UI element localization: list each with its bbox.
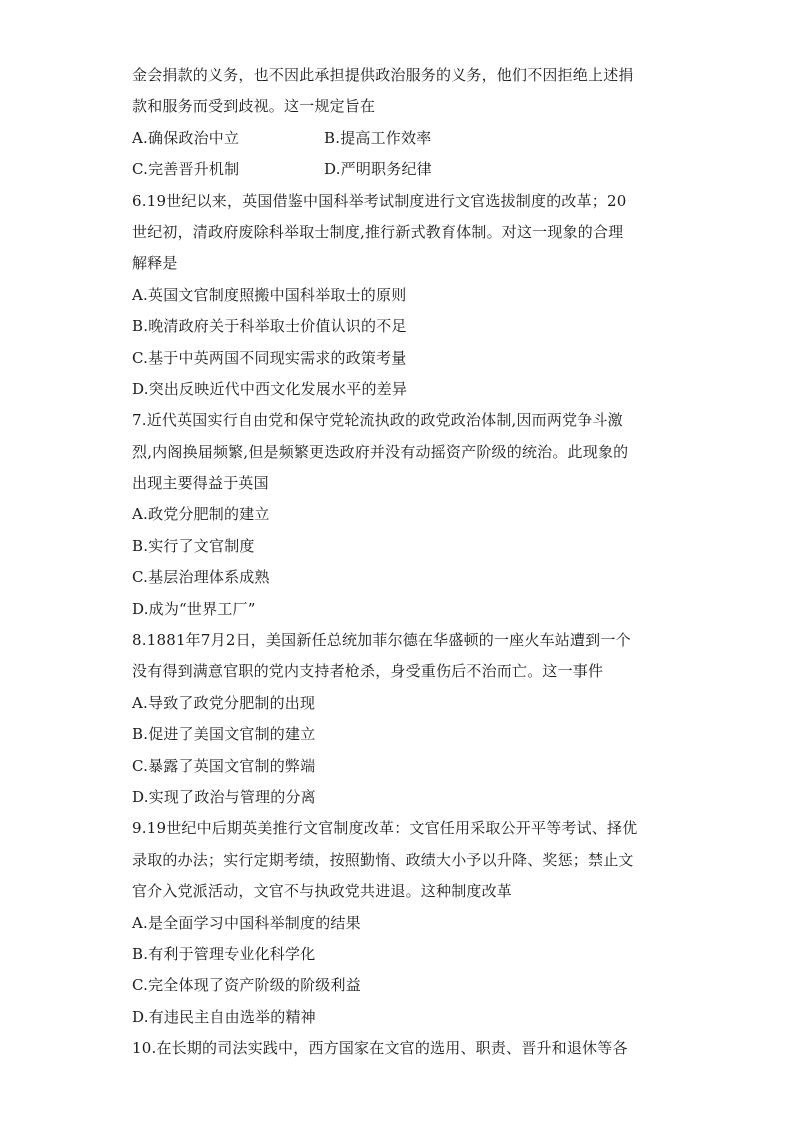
q7-option-d: D.成为“世界工厂” <box>132 599 256 618</box>
q9-option-a: A.是全面学习中国科举制度的结果 <box>132 913 361 932</box>
q5-option-a: A.确保政治中立 <box>132 128 240 147</box>
q8-option-d: D.实现了政治与管理的分离 <box>132 787 316 806</box>
q7-option-b: B.实行了文官制度 <box>132 536 255 555</box>
q6-option-d: D.突出反映近代中西文化发展水平的差异 <box>132 379 408 398</box>
q6-option-b: B.晚清政府关于科举取士价值认识的不足 <box>132 317 407 336</box>
q5-stem-line-1: 金会捐款的义务，也不因此承担提供政治服务的义务，他们不因拒绝上述捐 <box>132 66 634 84</box>
q7-stem-line-1: 7.近代英国实行自由党和保守党轮流执政的政党政治体制,因而两党争斗激 <box>132 411 623 430</box>
q9-option-b: B.有利于管理专业化科学化 <box>132 944 316 963</box>
q7-option-c: C.基层治理体系成熟 <box>132 568 270 587</box>
q9-stem-line-3: 官介入党派活动，文官不与执政党共进退。这种制度改革 <box>132 882 513 901</box>
q8-stem-line-1: 8.1881年7月2日，美国新任总统加菲尔德在华盛顿的一座火车站遭到一个 <box>132 631 631 650</box>
q9-option-d: D.有违民主自由选举的精神 <box>132 1007 316 1026</box>
q5-option-d: D.严明职务纪律 <box>324 160 432 179</box>
document-page <box>132 60 660 1065</box>
q8-option-b: B.促进了美国文官制的建立 <box>132 725 316 744</box>
q5-options-row-1 <box>132 123 660 154</box>
q7-stem-line-2: 烈,内阁换届频繁,但是频繁更迭政府并没有动摇资产阶级的统治。此现象的 <box>132 442 629 461</box>
q6-stem-line-2: 世纪初，清政府废除科举取士制度,推行新式教育体制。对这一现象的合理 <box>132 222 624 241</box>
q6-option-c: C.基于中英两国不同现实需求的政策考量 <box>132 348 407 367</box>
q8-option-a: A.导致了政党分肥制的出现 <box>132 693 316 712</box>
q7-option-a: A.政党分肥制的建立 <box>132 505 270 524</box>
q8-option-c: C.暴露了英国文官制的弊端 <box>132 756 316 775</box>
q9-stem-line-1: 9.19世纪中后期英美推行文官制度改革：文官任用采取公开平等考试、择优 <box>132 819 638 838</box>
q5-stem-line-2: 款和服务而受到歧视。这一规定旨在 <box>132 97 376 116</box>
q8-stem-line-2: 没有得到满意官职的党内支持者枪杀，身受重伤后不治而亡。这一事件 <box>132 662 604 681</box>
q7-stem-line-3: 出现主要得益于英国 <box>132 474 269 493</box>
q6-option-a: A.英国文官制度照搬中国科举取士的原则 <box>132 285 407 304</box>
q9-option-c: C.完全体现了资产阶级的阶级利益 <box>132 976 361 995</box>
q5-option-c: C.完善晋升机制 <box>132 160 240 179</box>
q9-stem-line-2: 录取的办法；实行定期考绩，按照勤惰、政绩大小予以升降、奖惩；禁止文 <box>132 850 634 869</box>
q6-stem-line-3: 解释是 <box>132 254 178 273</box>
q10-stem-line-1: 10.在长期的司法实践中，西方国家在文官的选用、职责、晋升和退休等各 <box>132 1039 628 1058</box>
q5-option-b: B.提高工作效率 <box>324 128 432 147</box>
q6-stem-line-1: 6.19世纪以来，英国借鉴中国科举考试制度进行文官选拔制度的改革；20 <box>132 191 627 210</box>
q5-options-row-2 <box>132 154 660 185</box>
